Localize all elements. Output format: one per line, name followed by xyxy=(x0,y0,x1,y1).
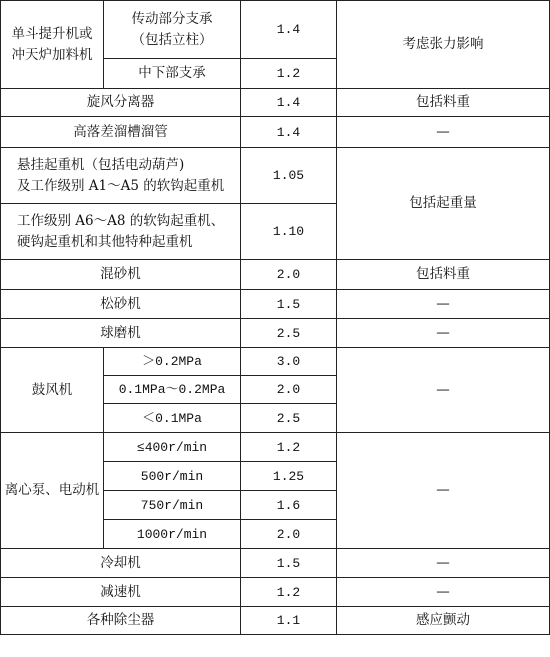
remark-cell: — xyxy=(337,433,550,549)
equipment-name-cell: 鼓风机 xyxy=(1,348,104,433)
table-row xyxy=(1,1,550,59)
remark-cell: — xyxy=(337,549,550,578)
sub-condition-cell: ≤400r/min xyxy=(104,433,241,462)
remark-cell: 包括料重 xyxy=(337,89,550,117)
sub-condition-cell: 1000r/min xyxy=(104,520,241,549)
equipment-name-cell: 离心泵、电动机 xyxy=(1,433,104,549)
coefficient-value: 1.4 xyxy=(241,117,337,148)
table-row xyxy=(1,319,550,348)
coefficient-value: 1.6 xyxy=(241,491,337,520)
equipment-name-cell: 松砂机 xyxy=(1,290,241,319)
coefficient-value: 1.5 xyxy=(241,549,337,578)
coefficient-value: 1.2 xyxy=(241,433,337,462)
equipment-name-cell: 高落差溜槽溜管 xyxy=(1,117,241,148)
table-row xyxy=(1,117,550,148)
coefficient-value: 3.0 xyxy=(241,348,337,376)
remark-cell: 感应颤动 xyxy=(337,607,550,635)
coefficient-value: 2.5 xyxy=(241,404,337,433)
table-row xyxy=(1,348,550,376)
table-row xyxy=(1,260,550,290)
table-row xyxy=(1,89,550,117)
coefficient-value: 2.5 xyxy=(241,319,337,348)
equipment-name-cell: 旋风分离器 xyxy=(1,89,241,117)
coefficient-value: 1.4 xyxy=(241,1,337,59)
sub-condition-cell: ＜0.1MPa xyxy=(104,404,241,433)
remark-cell: — xyxy=(337,578,550,607)
equipment-name-cell: 工作级别 A6～A8 的软钩起重机、 硬钩起重机和其他特种起重机 xyxy=(1,204,241,260)
table-row xyxy=(1,433,550,462)
coefficient-value: 1.2 xyxy=(241,59,337,89)
coefficient-value: 2.0 xyxy=(241,376,337,404)
sub-condition-cell: 0.1MPa～0.2MPa xyxy=(104,376,241,404)
equipment-name-cell: 混砂机 xyxy=(1,260,241,290)
equipment-name-cell: 冷却机 xyxy=(1,549,241,578)
equipment-name-cell: 单斗提升机或 冲天炉加料机 xyxy=(1,1,104,89)
sub-condition-cell: ＞0.2MPa xyxy=(104,348,241,376)
coefficient-value: 1.05 xyxy=(241,148,337,204)
table-row xyxy=(1,290,550,319)
coefficient-value: 1.2 xyxy=(241,578,337,607)
table-row xyxy=(1,607,550,635)
coefficient-value: 2.0 xyxy=(241,520,337,549)
remark-cell: 包括起重量 xyxy=(337,148,550,260)
equipment-name-cell: 悬挂起重机（包括电动葫芦) 及工作级别 A1～A5 的软钩起重机 xyxy=(1,148,241,204)
coefficient-value: 1.1 xyxy=(241,607,337,635)
remark-cell: 考虑张力影响 xyxy=(337,1,550,89)
coefficient-value: 1.4 xyxy=(241,89,337,117)
coefficient-value: 1.10 xyxy=(241,204,337,260)
remark-cell: — xyxy=(337,319,550,348)
sub-condition-cell: 中下部支承 xyxy=(104,59,241,89)
remark-cell: — xyxy=(337,117,550,148)
coefficient-value: 1.5 xyxy=(241,290,337,319)
coefficient-value: 2.0 xyxy=(241,260,337,290)
table-row xyxy=(1,578,550,607)
equipment-name-cell: 各种除尘器 xyxy=(1,607,241,635)
equipment-name-cell: 减速机 xyxy=(1,578,241,607)
remark-cell: — xyxy=(337,290,550,319)
equipment-name-cell: 球磨机 xyxy=(1,319,241,348)
coefficient-value: 1.25 xyxy=(241,462,337,491)
sub-condition-cell: 传动部分支承 （包括立柱） xyxy=(104,1,241,59)
sub-condition-cell: 500r/min xyxy=(104,462,241,491)
remark-cell: 包括料重 xyxy=(337,260,550,290)
remark-cell: — xyxy=(337,348,550,433)
sub-condition-cell: 750r/min xyxy=(104,491,241,520)
table-row xyxy=(1,148,550,204)
table-row xyxy=(1,549,550,578)
